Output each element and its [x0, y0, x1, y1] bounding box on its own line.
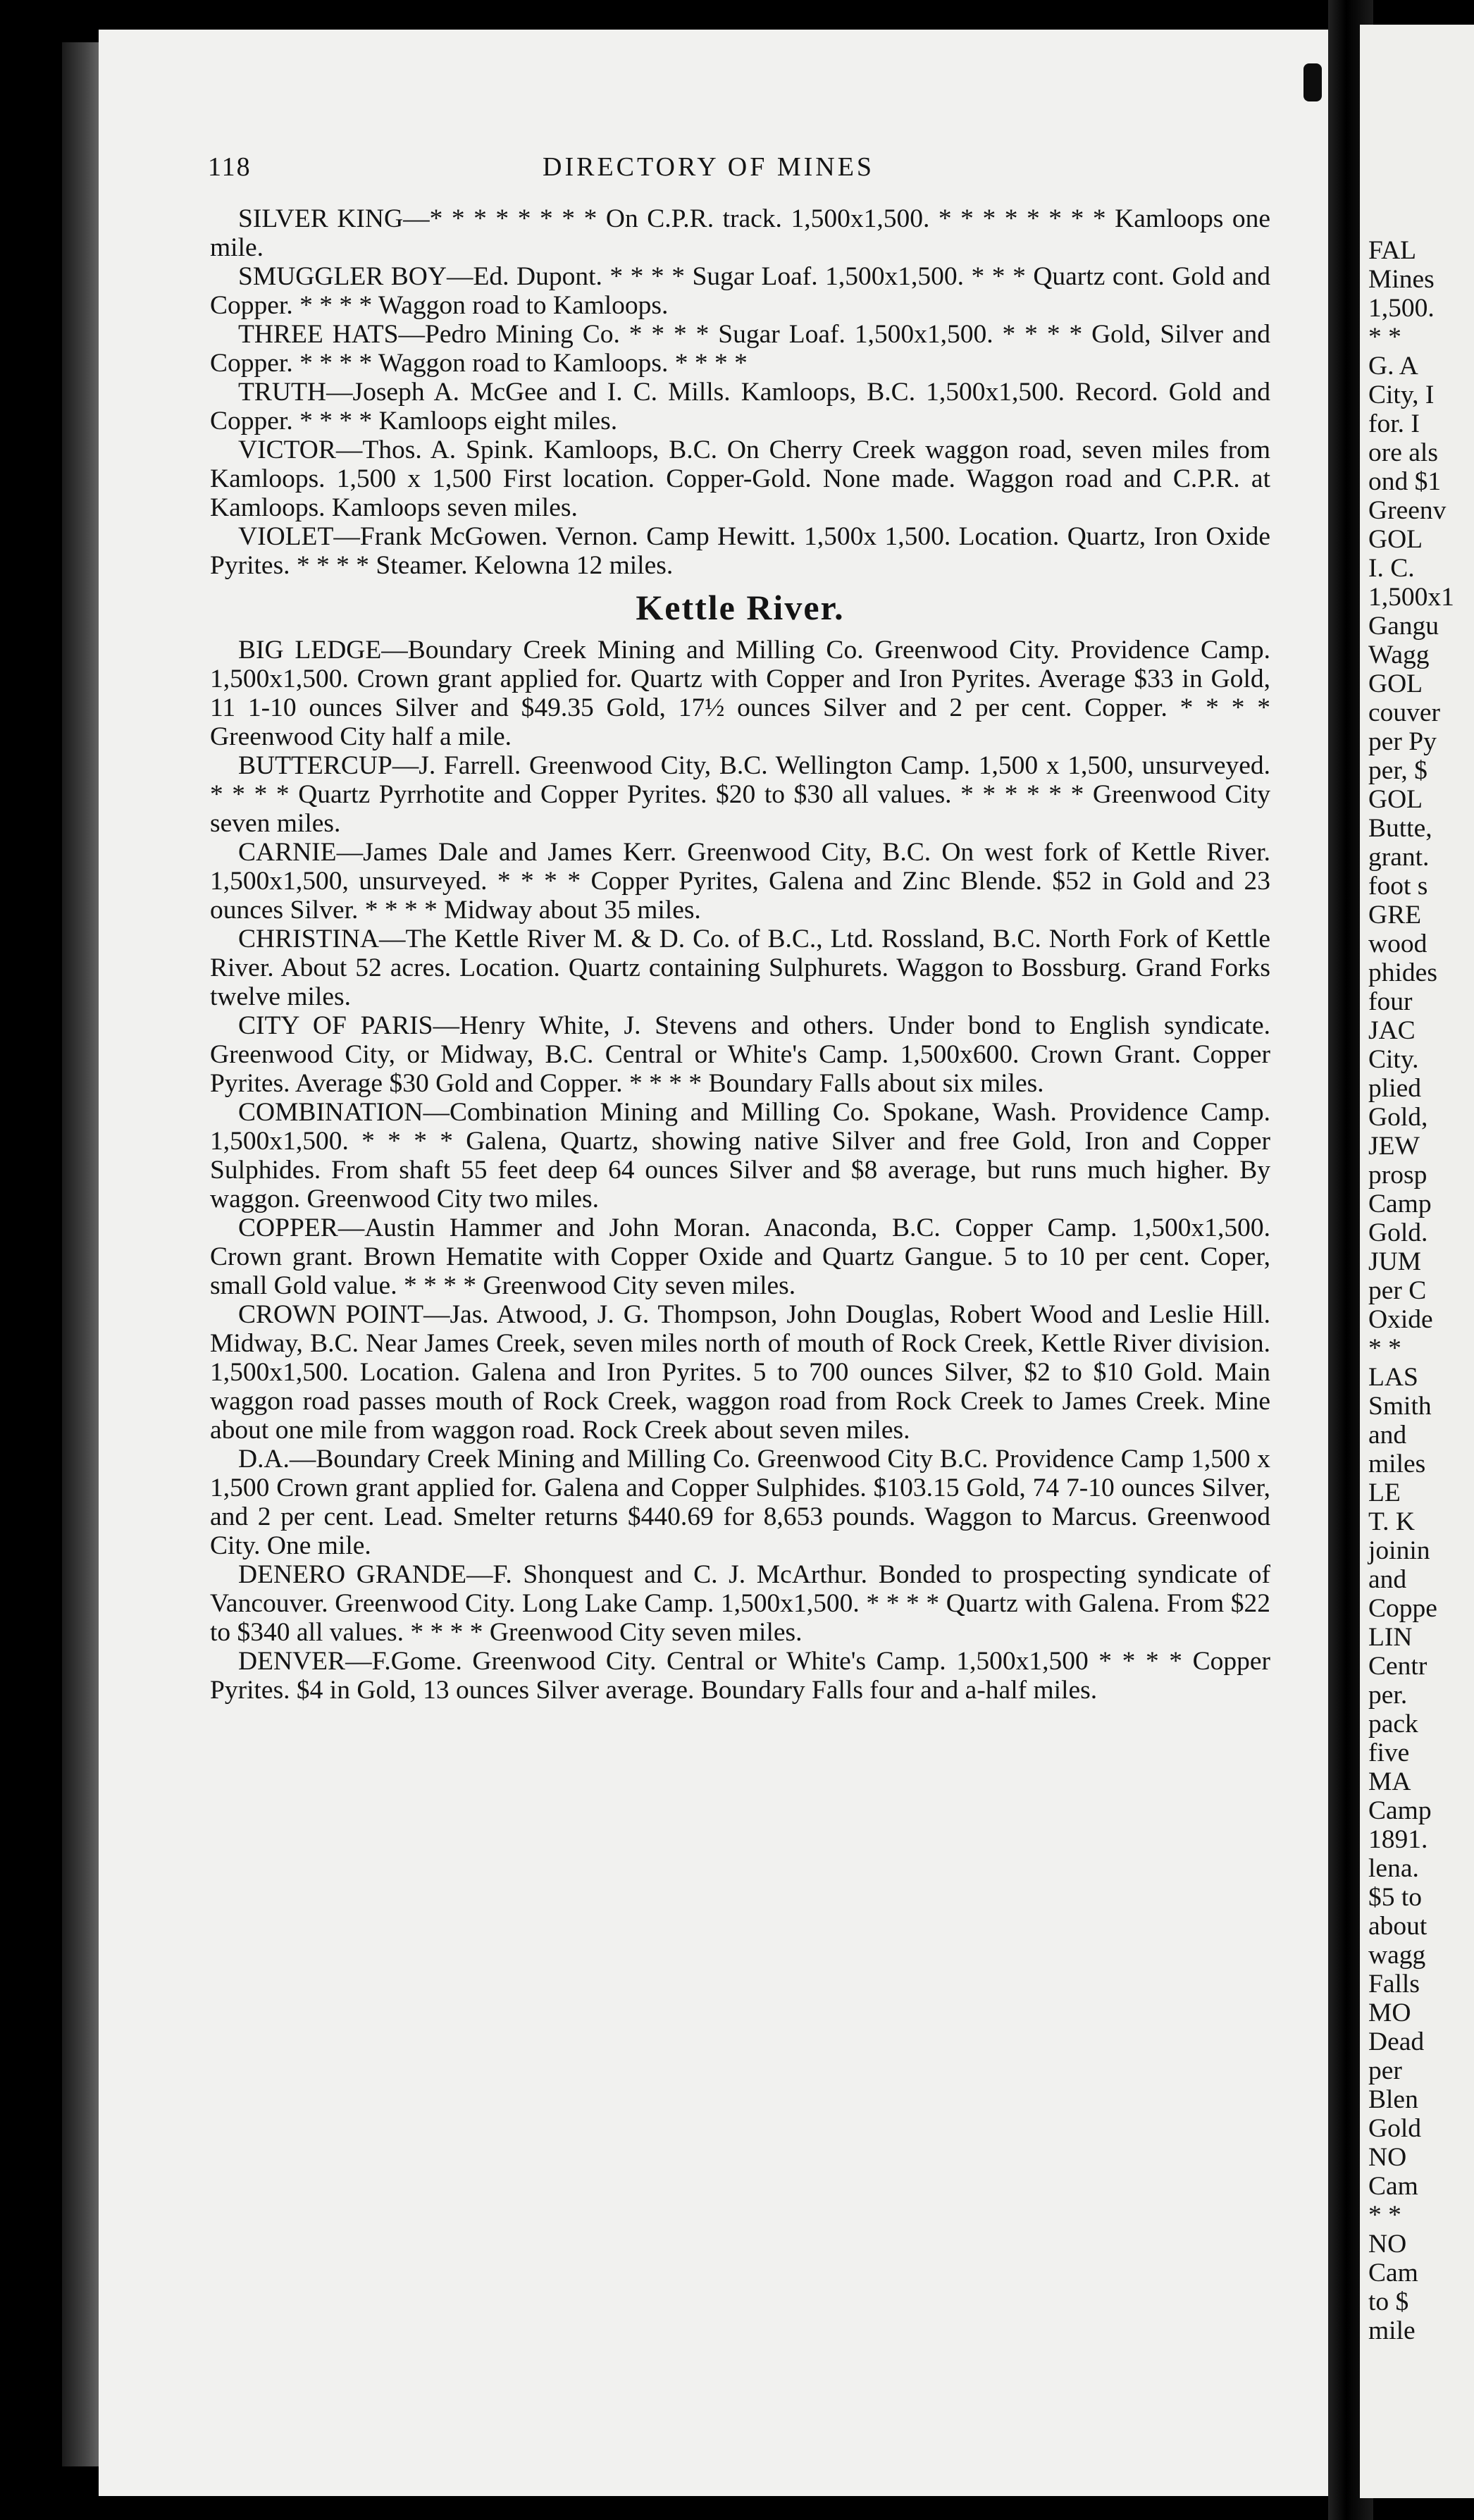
right-page-fragment-line: GOL	[1368, 525, 1423, 554]
right-page-fragment-line: grant.	[1368, 843, 1430, 872]
right-page-fragment-line: T. K	[1368, 1507, 1415, 1536]
entry-city-of-paris: CITY OF PARIS—Henry White, J. Stevens and others. Under bond to English syndicate. Greenwood City, or Midway, B.C. Central or White's Camp. 1,500x600. Crown Grant. Copper Pyrites. Average $30 Gold and Copper. * * * * Boundary Falls about six miles.	[210, 1011, 1270, 1098]
right-page-fragment-line: and	[1368, 1565, 1407, 1594]
right-page-fragment-line: NO	[1368, 2230, 1407, 2259]
right-page-fragment-line: Centr	[1368, 1652, 1427, 1681]
right-page-fragment-line: City.	[1368, 1045, 1419, 1074]
right-page-fragment-line: 1,500.	[1368, 294, 1435, 323]
entry-smuggler-boy: SMUGGLER BOY—Ed. Dupont. * * * * Sugar Loaf. 1,500x1,500. * * * Quartz cont. Gold and Copper. * * * * Waggon road to Kamloops.	[210, 262, 1270, 320]
right-page-fragment-line: Gangu	[1368, 612, 1439, 641]
right-page-fragment-line: wagg	[1368, 1941, 1426, 1970]
right-page-fragment-line: * *	[1368, 2201, 1401, 2230]
right-page-fragment-line: per.	[1368, 1681, 1408, 1710]
right-page-fragment-line: Gold.	[1368, 1218, 1428, 1247]
right-page-fragment-line: MO	[1368, 1999, 1411, 2027]
right-page-text-fragments	[1368, 236, 1474, 2345]
section-heading-kettle-river: Kettle River.	[636, 588, 845, 627]
entry-crown-point: CROWN POINT—Jas. Atwood, J. G. Thompson, John Douglas, Robert Wood and Leslie Hill. Midway, B.C. Near James Creek, seven miles north of mouth of Rock Creek, Kettle River division. 1,500x1,500. Location. Galena and Iron Pyrites. 5 to 700 ounces Silver, $2 to $10 Gold. Main waggon road passes mouth of Rock Creek, waggon road from Rock Creek to James Creek. Mine about one mile from waggon road. Rock Creek about seven miles.	[210, 1300, 1270, 1445]
right-page-fragment-line: * *	[1368, 323, 1401, 352]
right-page-fragment-line: wood	[1368, 929, 1427, 958]
page-clip	[1303, 63, 1322, 101]
entry-truth: TRUTH—Joseph A. McGee and I. C. Mills. Kamloops, B.C. 1,500x1,500. Record. Gold and Copper. * * * * Kamloops eight miles.	[210, 378, 1270, 436]
right-page-fragment-line: Cam	[1368, 2172, 1418, 2201]
right-page-fragment-line: and	[1368, 1421, 1407, 1450]
right-page-fragment-line: LE	[1368, 1478, 1401, 1507]
right-page-fragment-line: about	[1368, 1912, 1427, 1941]
right-page-fragment-line: GOL	[1368, 669, 1423, 698]
right-page-fragment-line: plied	[1368, 1074, 1421, 1103]
right-page-fragment-line: GRE	[1368, 901, 1421, 929]
book-binding	[62, 42, 101, 2466]
right-page-fragment-line: Falls	[1368, 1970, 1420, 1999]
entry-carnie: CARNIE—James Dale and James Kerr. Greenwood City, B.C. On west fork of Kettle River. 1,500x1,500, unsurveyed. * * * * Copper Pyrites, Galena and Zinc Blende. $52 in Gold and 23 ounces Silver. * * * * Midway about 35 miles.	[210, 838, 1270, 925]
right-page-fragment-line: Camp	[1368, 1190, 1432, 1218]
entry-d-a: D.A.—Boundary Creek Mining and Milling Co. Greenwood City B.C. Providence Camp 1,500 x 1,500 Crown grant applied for. Galena and Copper Sulphides. $103.15 Gold, 74 7-10 ounces Silver, and 2 per cent. Lead. Smelter returns $440.69 for 8,653 pounds. Waggon to Marcus. Greenwood City. One mile.	[210, 1445, 1270, 1560]
right-page-fragment-line: Cam	[1368, 2259, 1418, 2287]
right-page-fragment-line: Mines	[1368, 265, 1435, 294]
page-number: 118	[208, 152, 252, 182]
entry-silver-king: SILVER KING—* * * * * * * * On C.P.R. track. 1,500x1,500. * * * * * * * * Kamloops one mile.	[210, 204, 1270, 262]
right-page-fragment-line: NO	[1368, 2143, 1407, 2172]
right-page-fragment-line: pack	[1368, 1710, 1418, 1738]
right-page-fragment-line: foot s	[1368, 872, 1428, 901]
entry-denver: DENVER—F.Gome. Greenwood City. Central or White's Camp. 1,500x1,500 * * * * Copper Pyrites. $4 in Gold, 13 ounces Silver average. Boundary Falls four and a-half miles.	[210, 1647, 1270, 1705]
right-page-fragment-line: Gold,	[1368, 1103, 1428, 1132]
right-page-fragment-line: couver	[1368, 698, 1441, 727]
right-page-fragment-line: five	[1368, 1738, 1410, 1767]
right-page-fragment-line: four	[1368, 987, 1413, 1016]
right-page-fragment-line: per Py	[1368, 727, 1437, 756]
entry-denero-grande: DENERO GRANDE—F. Shonquest and C. J. McArthur. Bonded to prospecting syndicate of Vancouver. Greenwood City. Long Lake Camp. 1,500x1,500. * * * * Quartz with Galena. From $22 to $340 all values. * * * * Greenwood City seven miles.	[210, 1560, 1270, 1647]
right-page	[1360, 25, 1474, 2498]
right-page-fragment-line: Blen	[1368, 2085, 1418, 2114]
right-page-fragment-line: ond $1	[1368, 467, 1442, 496]
right-page-fragment-line: Butte,	[1368, 814, 1432, 843]
right-page-fragment-line: $5 to	[1368, 1883, 1423, 1912]
right-page-fragment-line: JEW	[1368, 1132, 1420, 1161]
right-page-fragment-line: JAC	[1368, 1016, 1416, 1045]
right-page-fragment-line: for. I	[1368, 409, 1420, 438]
right-page-fragment-line: Wagg	[1368, 641, 1430, 669]
right-page-fragment-line: JUM	[1368, 1247, 1422, 1276]
right-page-fragment-line: LIN	[1368, 1623, 1413, 1652]
right-page-fragment-line: I. C.	[1368, 554, 1415, 583]
right-page-fragment-line: Greenv	[1368, 496, 1447, 525]
right-page-fragment-line: to $	[1368, 2287, 1409, 2316]
right-page-fragment-line: prosp	[1368, 1161, 1427, 1190]
right-page-fragment-line: per C	[1368, 1276, 1427, 1305]
entry-big-ledge: BIG LEDGE—Boundary Creek Mining and Milling Co. Greenwood City. Providence Camp. 1,500x1,500. Crown grant applied for. Quartz with Copper and Iron Pyrites. Average $33 in Gold, 11 1-10 ounces Silver and $49.35 Gold, 17½ ounces Silver and 2 per cent. Copper. * * * * Greenwood City half a mile.	[210, 636, 1270, 751]
right-page-fragment-line: G. A	[1368, 352, 1418, 381]
right-page-fragment-line: mile	[1368, 2316, 1416, 2345]
right-page-fragment-line: Coppe	[1368, 1594, 1437, 1623]
right-page-fragment-line: per, $	[1368, 756, 1427, 785]
right-page-fragment-line: LAS	[1368, 1363, 1418, 1392]
entry-three-hats: THREE HATS—Pedro Mining Co. * * * * Sugar Loaf. 1,500x1,500. * * * * Gold, Silver and Copper. * * * * Waggon road to Kamloops. * * * *	[210, 320, 1270, 378]
right-page-fragment-line: 1,500x1	[1368, 583, 1454, 612]
entry-violet: VIOLET—Frank McGowen. Vernon. Camp Hewitt. 1,500x 1,500. Location. Quartz, Iron Oxide Pyrites. * * * * Steamer. Kelowna 12 miles.	[210, 522, 1270, 580]
right-page-fragment-line: GOL	[1368, 785, 1423, 814]
right-page-fragment-line: per	[1368, 2056, 1402, 2085]
entry-buttercup: BUTTERCUP—J. Farrell. Greenwood City, B.C. Wellington Camp. 1,500 x 1,500, unsurveyed. * * * * Quartz Pyrrhotite and Copper Pyrites. $20 to $30 all values. * * * * * * Greenwood City seven miles.	[210, 751, 1270, 838]
right-page-fragment-line: Gold	[1368, 2114, 1421, 2143]
directory-listing	[210, 204, 1270, 1705]
entry-christina: CHRISTINA—The Kettle River M. & D. Co. of B.C., Ltd. Rossland, B.C. North Fork of Kettle River. About 52 acres. Location. Quartz containing Sulphurets. Waggon to Bossburg. Grand Forks twelve miles.	[210, 925, 1270, 1011]
right-page-fragment-line: ore als	[1368, 438, 1438, 467]
entry-copper: COPPER—Austin Hammer and John Moran. Anaconda, B.C. Copper Camp. 1,500x1,500. Crown grant. Brown Hematite with Copper Oxide and Quartz Gangue. 5 to 10 per cent. Coper, small Gold value. * * * * Greenwood City seven miles.	[210, 1213, 1270, 1300]
right-page-fragment-line: FAL	[1368, 236, 1417, 265]
right-page-fragment-line: phides	[1368, 958, 1437, 987]
right-page-fragment-line: Camp	[1368, 1796, 1432, 1825]
right-page-fragment-line: joinin	[1368, 1536, 1430, 1565]
entry-combination: COMBINATION—Combination Mining and Milling Co. Spokane, Wash. Providence Camp. 1,500x1,500. * * * * Galena, Quartz, showing native Silver and free Gold, Iron and Copper Sulphides. From shaft 55 feet deep 64 ounces Silver and $8 average, but runs much higher. By waggon. Greenwood City two miles.	[210, 1098, 1270, 1213]
right-page-fragment-line: Smith	[1368, 1392, 1432, 1421]
right-page-fragment-line: Oxide	[1368, 1305, 1433, 1334]
right-page-fragment-line: lena.	[1368, 1854, 1419, 1883]
running-head-title: DIRECTORY OF MINES	[543, 152, 875, 182]
right-page-fragment-line: City, I	[1368, 381, 1435, 409]
page-header	[208, 152, 1286, 194]
right-page-fragment-line: * *	[1368, 1334, 1401, 1363]
right-page-fragment-line: Dead	[1368, 2027, 1425, 2056]
right-page-fragment-line: MA	[1368, 1767, 1411, 1796]
entry-victor: VICTOR—Thos. A. Spink. Kamloops, B.C. On Cherry Creek waggon road, seven miles from Kamloops. 1,500 x 1,500 First location. Copper-Gold. None made. Waggon road and C.P.R. at Kamloops. Kamloops seven miles.	[210, 436, 1270, 522]
right-page-fragment-line: miles	[1368, 1450, 1426, 1478]
right-page-fragment-line: 1891.	[1368, 1825, 1428, 1854]
